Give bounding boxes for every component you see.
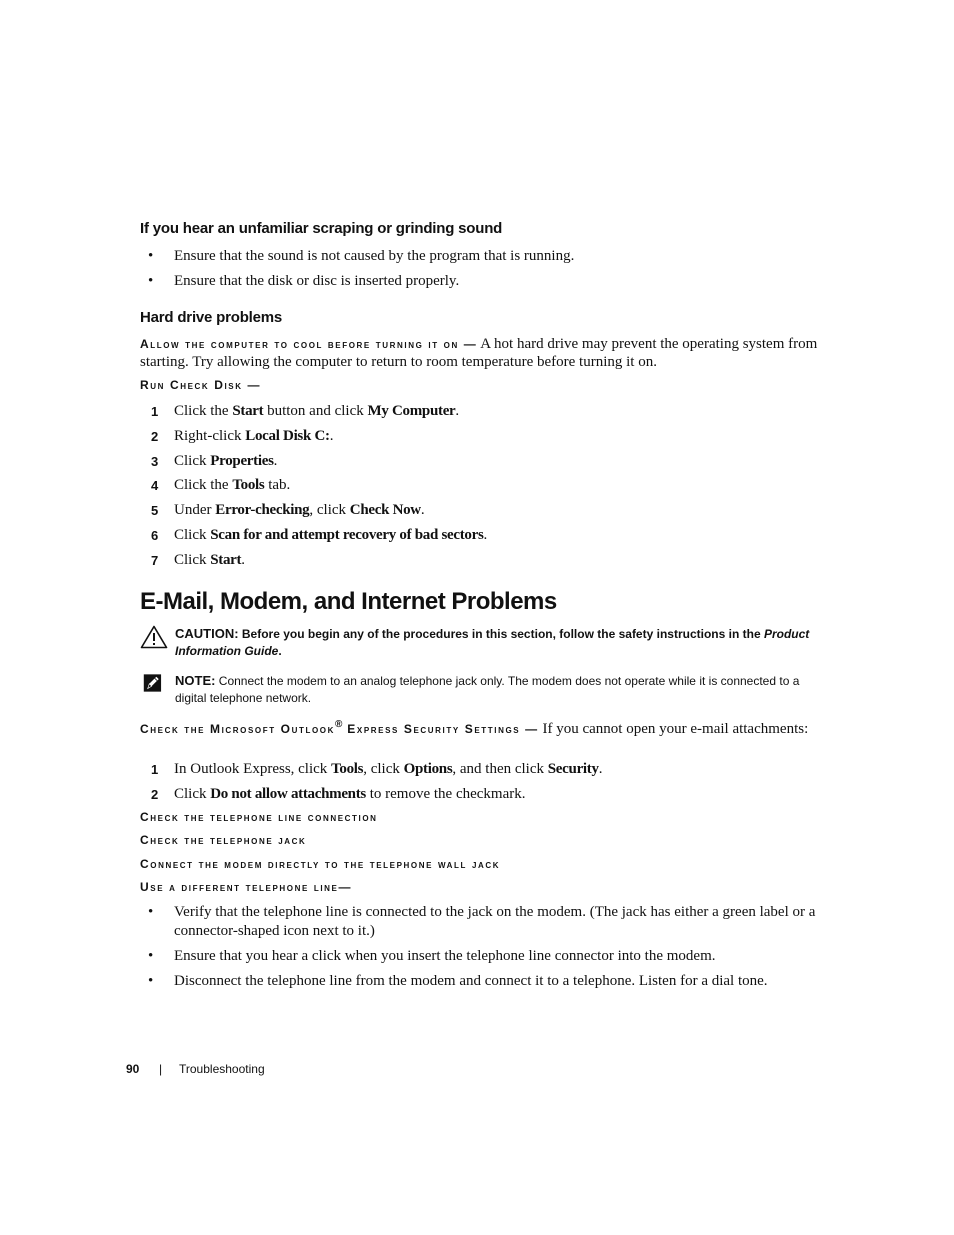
list-item: 5 Under Error-checking, click Check Now. <box>151 502 425 519</box>
heading-hard-drive: Hard drive problems <box>140 309 283 326</box>
pencil-note-icon <box>143 672 165 694</box>
check-disk-steps <box>140 402 820 576</box>
list-item: 2 Right-click Local Disk C:. <box>151 427 334 444</box>
cool-paragraph: Allow the computer to cool before turning it on — A hot hard drive may prevent the operating system from starting. Try allowing the computer to return to room temperature before turning it on. <box>140 336 818 370</box>
heading-scraping-sound: If you hear an unfamiliar scraping or grinding sound <box>140 220 503 237</box>
list-item: • Verify that the telephone line is connected to the jack on the modem. (The jack has either a green label or a connector-shaped icon next to it.) <box>148 904 816 939</box>
warning-triangle-icon <box>140 625 168 649</box>
list-item: • Ensure that the sound is not caused by the program that is running. <box>148 248 575 264</box>
list-item: 2 Click Do not allow attachments to remove the checkmark. <box>151 785 526 802</box>
list-item: 3 Click Properties. <box>151 452 278 469</box>
list-item: 7 Click Start. <box>151 551 245 568</box>
list-item: 4 Click the Tools tab. <box>151 477 291 494</box>
connect-wall-jack-label: Connect the modem directly to the telephone wall jack <box>140 857 501 871</box>
list-item: • Ensure that you hear a click when you insert the telephone line connector into the modem. <box>148 948 716 964</box>
list-item: 6 Click Scan for and attempt recovery of bad sectors. <box>151 526 488 543</box>
list-item: 1 Click the Start button and click My Computer. <box>151 403 460 419</box>
run-check-disk-label: Run Check Disk — <box>140 378 262 392</box>
caution-text: CAUTION: Before you begin any of the procedures in this section, follow the safety instructions in the Product Information Guide. <box>175 626 810 658</box>
check-line-connection-label: Check the telephone line connection <box>140 810 378 824</box>
different-line-label: Use a different telephone line— <box>140 880 353 894</box>
telephone-bullets <box>140 903 820 997</box>
outlook-paragraph: Check the Microsoft Outlook® Express Security Settings — If you cannot open your e-mail attachments: <box>140 719 809 737</box>
footer-separator: | <box>159 1062 163 1076</box>
footer-section-title: Troubleshooting <box>179 1062 265 1076</box>
scraping-bullets <box>140 247 820 297</box>
check-jack-label: Check the telephone jack <box>140 833 307 847</box>
list-item: • Ensure that the disk or disc is inserted properly. <box>148 273 460 289</box>
note-text: NOTE: Connect the modem to an analog telephone jack only. The modem does not operate while it is connected to a digital telephone network. <box>175 673 800 705</box>
list-item: 1 In Outlook Express, click Tools, click Options, and then click Security. <box>151 761 603 777</box>
outlook-steps <box>140 760 820 810</box>
page-number: 90 <box>126 1062 140 1076</box>
heading-email-modem-internet: E-Mail, Modem, and Internet Problems <box>140 588 557 615</box>
list-item: • Disconnect the telephone line from the modem and connect it to a telephone. Listen for a dial tone. <box>148 973 768 989</box>
